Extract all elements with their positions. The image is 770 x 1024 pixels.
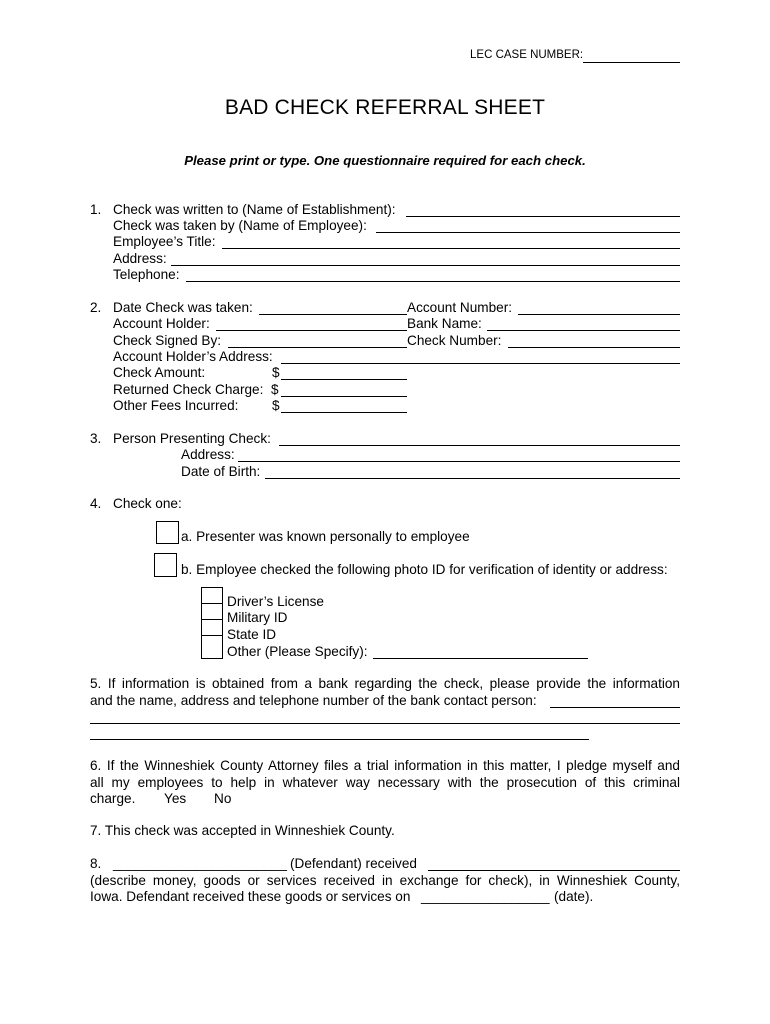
presenter-dob-label: Date of Birth: xyxy=(181,464,261,479)
option-a-checkbox[interactable] xyxy=(156,521,179,544)
employee-title-field[interactable] xyxy=(222,248,680,249)
other-id-label: Other (Please Specify): xyxy=(227,644,368,659)
state-id-label: State ID xyxy=(227,627,277,642)
check-number-field[interactable] xyxy=(508,347,680,348)
other-fees-dollar: $ xyxy=(272,398,280,413)
section-7-text: 7. This check was accepted in Winneshiek County. xyxy=(90,823,395,838)
account-holder-field[interactable] xyxy=(216,330,407,331)
holder-address-label: Account Holder’s Address: xyxy=(113,349,273,364)
section-5-line-2: and the name, address and telephone number of the bank contact person: xyxy=(90,693,537,708)
presenter-address-label: Address: xyxy=(181,447,235,462)
establishment-field[interactable] xyxy=(406,216,680,217)
received-date-field[interactable]: _________________ xyxy=(421,889,550,904)
date-suffix: (date). xyxy=(554,889,594,904)
returned-charge-label: Returned Check Charge: xyxy=(113,382,264,397)
drivers-license-label: Driver’s License xyxy=(227,594,324,609)
received-field[interactable] xyxy=(428,870,680,871)
check-one-label: Check one: xyxy=(113,496,182,511)
check-amount-dollar: $ xyxy=(272,365,280,380)
check-amount-field[interactable] xyxy=(281,379,407,380)
other-id-checkbox[interactable] xyxy=(201,635,223,659)
address-field[interactable] xyxy=(171,265,680,266)
option-b-checkbox[interactable] xyxy=(154,553,177,577)
presenter-label: Person Presenting Check: xyxy=(113,431,271,446)
employee-field[interactable] xyxy=(376,232,680,233)
section-8-line-3: Iowa. Defendant received these goods or services on xyxy=(90,889,411,904)
section-8-line-2: (describe money, goods or services received in exchange for check), in Winneshiek County, xyxy=(90,873,680,888)
signed-by-label: Check Signed By: xyxy=(113,333,222,348)
presenter-address-field[interactable] xyxy=(238,461,680,462)
signed-by-field[interactable] xyxy=(228,347,407,348)
instructions: Please print or type. One questionnaire required for each check. xyxy=(184,153,586,168)
section-6-line-3: charge. xyxy=(90,791,136,806)
section-1-number: 1. xyxy=(90,202,102,217)
other-id-field[interactable] xyxy=(373,658,588,659)
no-option[interactable]: No xyxy=(214,791,232,806)
telephone-label: Telephone: xyxy=(113,267,180,282)
section-4-number: 4. xyxy=(90,496,102,511)
presenter-field[interactable] xyxy=(279,445,680,446)
other-fees-label: Other Fees Incurred: xyxy=(113,398,239,413)
account-number-label: Account Number: xyxy=(407,300,513,315)
returned-charge-dollar: $ xyxy=(271,382,279,397)
military-id-label: Military ID xyxy=(227,610,288,625)
section-3-number: 3. xyxy=(90,431,102,446)
military-id-checkbox[interactable] xyxy=(201,603,223,620)
section-8-number: 8. xyxy=(90,856,102,871)
check-number-label: Check Number: xyxy=(407,333,502,348)
bank-contact-field-1[interactable] xyxy=(550,707,680,708)
telephone-field[interactable] xyxy=(186,281,680,282)
establishment-label: Check was written to (Name of Establishment): xyxy=(113,202,396,217)
returned-charge-field[interactable] xyxy=(281,396,407,397)
case-number-label: LEC CASE NUMBER: xyxy=(470,49,584,61)
presenter-dob-field[interactable] xyxy=(265,478,680,479)
section-6-line-1: 6. If the Winneshiek County Attorney files a trial information in this matter, I pledge myself and xyxy=(90,758,680,773)
employee-title-label: Employee’s Title: xyxy=(113,234,216,249)
bank-name-label: Bank Name: xyxy=(407,316,482,331)
page-title: BAD CHECK REFERRAL SHEET xyxy=(224,96,546,119)
defendant-field[interactable]: _______________________ xyxy=(113,856,287,871)
section-6-line-2: all my employees to help in whatever way necessary with the prosecution of this criminal xyxy=(90,775,680,790)
bank-name-field[interactable] xyxy=(487,330,680,331)
bank-contact-field-3[interactable] xyxy=(90,739,589,740)
yes-option[interactable]: Yes xyxy=(164,791,187,806)
case-number-field[interactable] xyxy=(583,62,680,63)
account-number-field[interactable] xyxy=(518,314,680,315)
employee-label: Check was taken by (Name of Employee): xyxy=(113,218,367,233)
state-id-checkbox[interactable] xyxy=(201,619,223,636)
date-taken-label: Date Check was taken: xyxy=(113,300,253,315)
holder-address-field[interactable] xyxy=(281,363,680,364)
address-label: Address: xyxy=(113,251,167,266)
bank-contact-field-2[interactable] xyxy=(90,723,680,724)
drivers-license-checkbox[interactable] xyxy=(201,587,223,604)
section-5-line-1: 5. If information is obtained from a bank regarding the check, please provide the information xyxy=(90,676,680,691)
account-holder-label: Account Holder: xyxy=(113,316,210,331)
other-fees-field[interactable] xyxy=(281,412,407,413)
section-2-number: 2. xyxy=(90,300,102,315)
option-b-label: b. Employee checked the following photo ID for verification of identity or address: xyxy=(181,562,668,577)
check-amount-label: Check Amount: xyxy=(113,365,206,380)
date-taken-field[interactable] xyxy=(259,314,407,315)
defendant-received-label: (Defendant) received xyxy=(290,856,417,871)
option-a-label: a. Presenter was known personally to employee xyxy=(181,529,470,544)
